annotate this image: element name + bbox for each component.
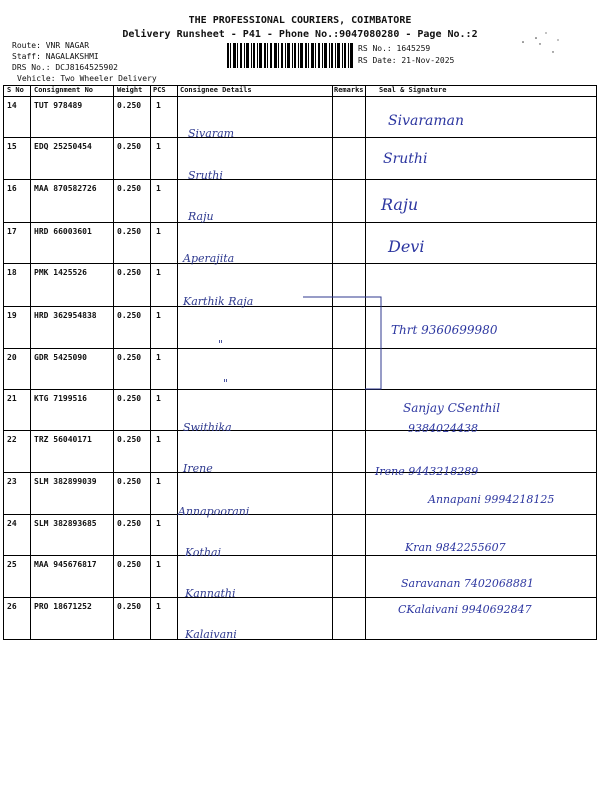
row-consignment: PMK 1425526	[34, 268, 87, 277]
row-sno: 17	[7, 227, 17, 236]
col-weight-header: Weight	[117, 86, 143, 94]
row-pcs: 1	[156, 353, 161, 362]
row-weight: 0.250	[117, 519, 142, 528]
row-sno: 20	[7, 353, 17, 362]
row-pcs: 1	[156, 142, 161, 151]
staff-label: Staff: NAGALAKSHMI	[12, 52, 99, 61]
extra-signature: CKalaivani 9940692847	[398, 603, 532, 616]
row-sno: 24	[7, 519, 17, 528]
row-consignee: Kothai	[185, 546, 222, 559]
row-pcs: 1	[156, 560, 161, 569]
barcode	[227, 43, 353, 68]
row-consignment: SLM 382899039	[34, 477, 97, 486]
row-weight: 0.250	[117, 227, 142, 236]
row-consignee: Kannathi	[185, 587, 236, 600]
row-signature: Devi	[388, 237, 425, 256]
row-pcs: 1	[156, 602, 161, 611]
row-sno: 16	[7, 184, 17, 193]
row-consignee: Raju	[188, 210, 214, 223]
row-weight: 0.250	[117, 560, 142, 569]
row-signature: Raju	[381, 195, 419, 214]
row-consignment: HRD 66003601	[34, 227, 92, 236]
row-signature: Sivaraman	[388, 113, 465, 129]
row-weight: 0.250	[117, 101, 142, 110]
col-seal-header: Seal & Signature	[379, 86, 447, 94]
row-pcs: 1	[156, 184, 161, 193]
row-weight: 0.250	[117, 477, 142, 486]
row-signature: Kran 9842255607	[405, 541, 506, 554]
row-signature: Saravanan 7402068881	[401, 577, 534, 590]
row-sno: 23	[7, 477, 17, 486]
row-consignee: Aperajita	[183, 252, 235, 265]
row-sno: 14	[7, 101, 17, 110]
stray-ink-marks	[518, 30, 568, 58]
row-consignment: MAA 870582726	[34, 184, 97, 193]
row-consignment: TUT 978489	[34, 101, 83, 110]
row-weight: 0.250	[117, 394, 142, 403]
row-sno: 25	[7, 560, 17, 569]
document-title: THE PROFESSIONAL COURIERS, COIMBATORE	[188, 15, 412, 26]
col-pcs-header: PCS	[153, 86, 166, 94]
row-consignee: Annapoorani	[178, 505, 250, 518]
route-label: Route: VNR NAGAR	[12, 41, 90, 50]
row-consignment: KTG 7199516	[34, 394, 87, 403]
table-grid	[3, 85, 597, 640]
row-consignee-ditto: "	[223, 377, 229, 390]
row-consignee: Sruthi	[188, 169, 223, 182]
row-sno: 19	[7, 311, 17, 320]
extra-consignee: Kalaivani	[185, 628, 237, 641]
row-signature: Sruthi	[383, 151, 428, 167]
runsheet-subtitle: Delivery Runsheet - P41 - Phone No.:9047080280 - Page No.:2	[122, 29, 478, 40]
row-pcs: 1	[156, 101, 161, 110]
col-sno-header: S No	[7, 86, 24, 94]
row-consignee-ditto: "	[218, 338, 224, 351]
row-pcs: 1	[156, 311, 161, 320]
row-pcs: 1	[156, 394, 161, 403]
drs-number: DRS No.: DCJ8164525902	[12, 63, 118, 72]
col-remarks-header: Remarks	[334, 86, 364, 94]
row-weight: 0.250	[117, 602, 142, 611]
row-sno: 21	[7, 394, 17, 403]
col-consignee-header: Consignee Details	[180, 86, 252, 94]
runsheet-table	[3, 85, 597, 640]
row-consignment: SLM 382893685	[34, 519, 97, 528]
row-consignee: Karthik Raja	[183, 295, 254, 308]
rs-number: RS No.: 1645259	[358, 44, 431, 53]
row-sno: 15	[7, 142, 17, 151]
row-signature: 9384024438	[408, 422, 478, 435]
row-consignee: Irene	[183, 462, 213, 475]
vehicle-label: Vehicle: Two Wheeler Delivery	[17, 74, 157, 83]
row-consignment: TRZ 56040171	[34, 435, 92, 444]
row-weight: 0.250	[117, 435, 142, 444]
row-consignment: PRO 18671252	[34, 602, 92, 611]
row-consignee: Swithika	[183, 421, 232, 434]
row-pcs: 1	[156, 268, 161, 277]
row-consignment: GDR 5425090	[34, 353, 87, 362]
row-pcs: 1	[156, 519, 161, 528]
row-signature: Thrt 9360699980	[391, 323, 498, 337]
row-weight: 0.250	[117, 184, 142, 193]
rs-date: RS Date: 21-Nov-2025	[358, 56, 455, 65]
row-weight: 0.250	[117, 311, 142, 320]
col-consignment-header: Consignment No	[34, 86, 94, 94]
row-weight: 0.250	[117, 142, 142, 151]
row-sno: 22	[7, 435, 17, 444]
row-weight: 0.250	[117, 268, 142, 277]
row-consignment: MAA 945676817	[34, 560, 97, 569]
row-pcs: 1	[156, 227, 161, 236]
row-weight: 0.250	[117, 353, 142, 362]
row-sno: 26	[7, 602, 17, 611]
row-pcs: 1	[156, 435, 161, 444]
row-consignment: HRD 362954838	[34, 311, 97, 320]
row-signature: Irene 9443218289	[375, 465, 479, 478]
row-pcs: 1	[156, 477, 161, 486]
row-signature: Sanjay CSenthil	[403, 401, 501, 415]
row-consignee: Sivaram	[188, 127, 235, 140]
row-consignment: EDQ 25250454	[34, 142, 92, 151]
row-signature: Annapani 9994218125	[428, 493, 555, 506]
row-sno: 18	[7, 268, 17, 277]
